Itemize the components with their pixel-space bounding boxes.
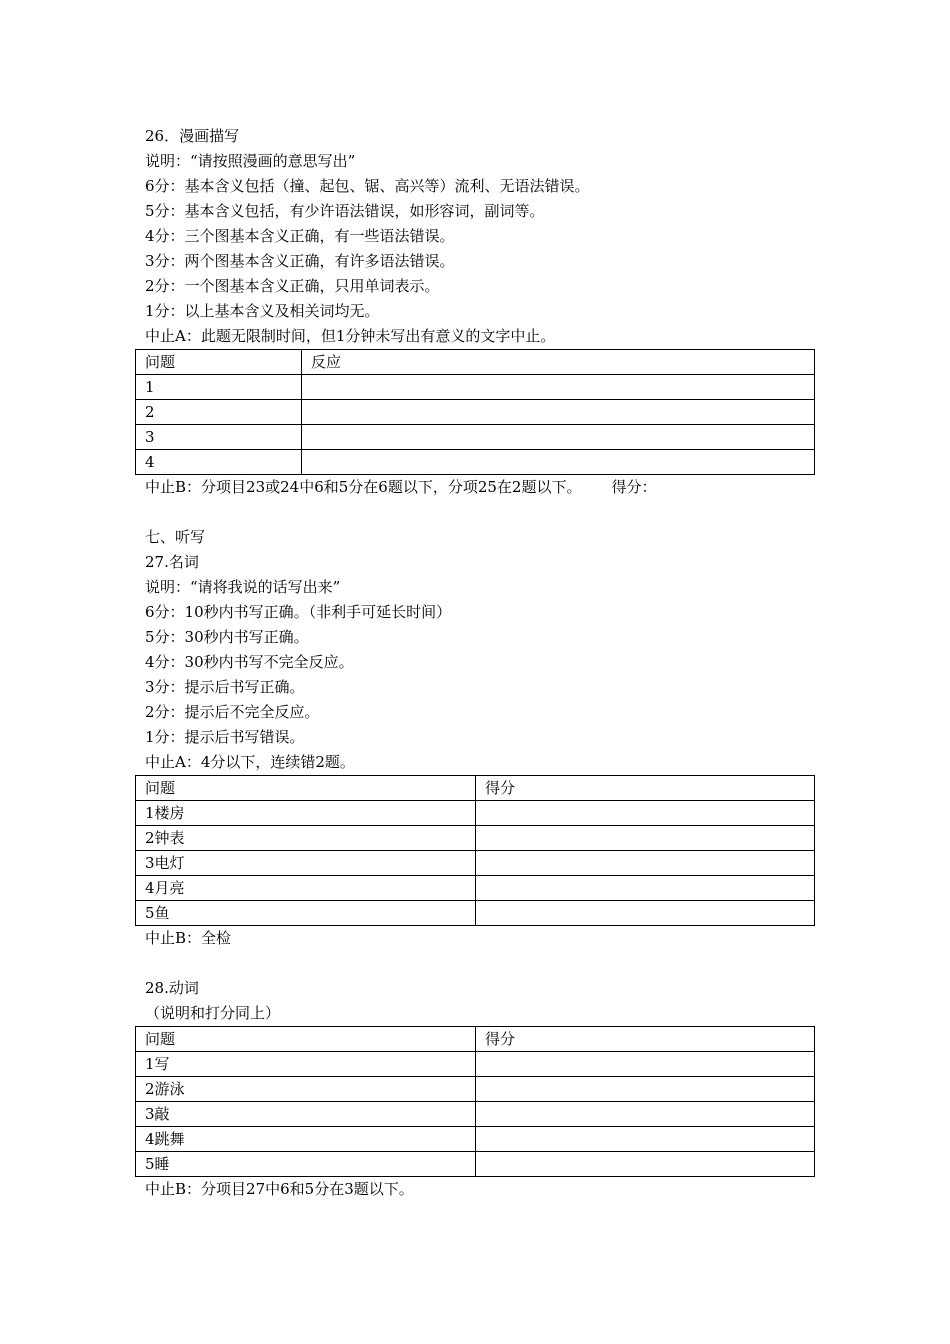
question-cell: 4月亮 <box>136 876 476 901</box>
spacer <box>145 951 845 976</box>
s28-stop-b: 中止B：分项目27中6和5分在3题以下。 <box>145 1180 414 1198</box>
s26-line: 4分：三个图基本含义正确，有一些语法错误。 <box>145 227 455 245</box>
question-cell: 5鱼 <box>136 901 476 926</box>
table-row <box>136 851 815 876</box>
question-cell: 1 <box>136 375 302 400</box>
score-cell[interactable] <box>476 876 815 901</box>
table-row <box>136 901 815 926</box>
table-row <box>136 801 815 826</box>
s26-line: 2分：一个图基本含义正确，只用单词表示。 <box>145 277 440 295</box>
s28-score-table <box>135 1026 815 1177</box>
s26-line: 1分：以上基本含义及相关词均无。 <box>145 302 380 320</box>
score-cell[interactable] <box>476 901 815 926</box>
question-cell: 5睡 <box>136 1152 476 1177</box>
table-row <box>136 1127 815 1152</box>
s26-response-table <box>135 349 815 475</box>
s26-line: 说明：“请按照漫画的意思写出” <box>145 152 356 170</box>
table-row <box>136 1052 815 1077</box>
s26-score-label: 得分： <box>611 478 657 496</box>
header-cell-question: 问题 <box>136 1027 476 1052</box>
header-cell-response: 反应 <box>302 350 815 375</box>
table-header-row <box>136 776 815 801</box>
table-row <box>136 1152 815 1177</box>
response-cell[interactable] <box>302 450 815 475</box>
table-row <box>136 450 815 475</box>
header-cell-question: 问题 <box>136 776 476 801</box>
score-cell[interactable] <box>476 1102 815 1127</box>
s27-line: 中止A：4分以下，连续错2题。 <box>145 753 355 771</box>
section-7-heading: 七、听写 <box>145 528 206 546</box>
s26-stop-b: 中止B：分项目23或24中6和5分在6题以下，分项25在2题以下。 <box>145 478 582 496</box>
s27-line: 说明：“请将我说的话写出来” <box>145 578 341 596</box>
section-26-title: 26．漫画描写 <box>145 127 240 145</box>
score-cell[interactable] <box>476 826 815 851</box>
section-27-title: 27.名词 <box>145 553 199 571</box>
s26-stop-b-line <box>145 475 845 500</box>
question-cell: 1写 <box>136 1052 476 1077</box>
table-header-row <box>136 1027 815 1052</box>
s27-line: 6分：10秒内书写正确。（非利手可延长时间） <box>145 603 452 621</box>
spacer <box>145 500 845 525</box>
question-cell: 1楼房 <box>136 801 476 826</box>
question-cell: 2 <box>136 400 302 425</box>
header-cell-score: 得分 <box>476 776 815 801</box>
s27-line: 4分：30秒内书写不完全反应。 <box>145 653 354 671</box>
score-cell[interactable] <box>476 851 815 876</box>
score-cell[interactable] <box>476 801 815 826</box>
question-cell: 4跳舞 <box>136 1127 476 1152</box>
s27-line: 1分：提示后书写错误。 <box>145 728 305 746</box>
table-row <box>136 425 815 450</box>
s26-line: 6分：基本含义包括（撞、起包、锯、高兴等）流利、无语法错误。 <box>145 177 590 195</box>
question-cell: 2游泳 <box>136 1077 476 1102</box>
header-cell-question: 问题 <box>136 350 302 375</box>
s28-note: （说明和打分同上） <box>145 1004 281 1022</box>
question-cell: 2钟表 <box>136 826 476 851</box>
question-cell: 4 <box>136 450 302 475</box>
s26-line: 中止A：此题无限制时间，但1分钟未写出有意义的文字中止。 <box>145 327 556 345</box>
section-28-title: 28.动词 <box>145 979 199 997</box>
response-cell[interactable] <box>302 375 815 400</box>
table-row <box>136 1102 815 1127</box>
question-cell: 3敲 <box>136 1102 476 1127</box>
s27-line: 2分：提示后不完全反应。 <box>145 703 320 721</box>
s27-stop-b: 中止B：全检 <box>145 929 232 947</box>
table-header-row <box>136 350 815 375</box>
score-cell[interactable] <box>476 1052 815 1077</box>
score-cell[interactable] <box>476 1127 815 1152</box>
score-cell[interactable] <box>476 1077 815 1102</box>
table-row <box>136 400 815 425</box>
header-cell-score: 得分 <box>476 1027 815 1052</box>
table-row <box>136 375 815 400</box>
response-cell[interactable] <box>302 400 815 425</box>
s26-line: 3分：两个图基本含义正确，有许多语法错误。 <box>145 252 455 270</box>
question-cell: 3电灯 <box>136 851 476 876</box>
score-cell[interactable] <box>476 1152 815 1177</box>
document-page <box>145 124 845 1202</box>
s26-line: 5分：基本含义包括，有少许语法错误，如形容词，副词等。 <box>145 202 545 220</box>
s27-line: 5分：30秒内书写正确。 <box>145 628 309 646</box>
question-cell: 3 <box>136 425 302 450</box>
table-row <box>136 876 815 901</box>
table-row <box>136 1077 815 1102</box>
s27-line: 3分：提示后书写正确。 <box>145 678 305 696</box>
s27-score-table <box>135 775 815 926</box>
response-cell[interactable] <box>302 425 815 450</box>
table-row <box>136 826 815 851</box>
